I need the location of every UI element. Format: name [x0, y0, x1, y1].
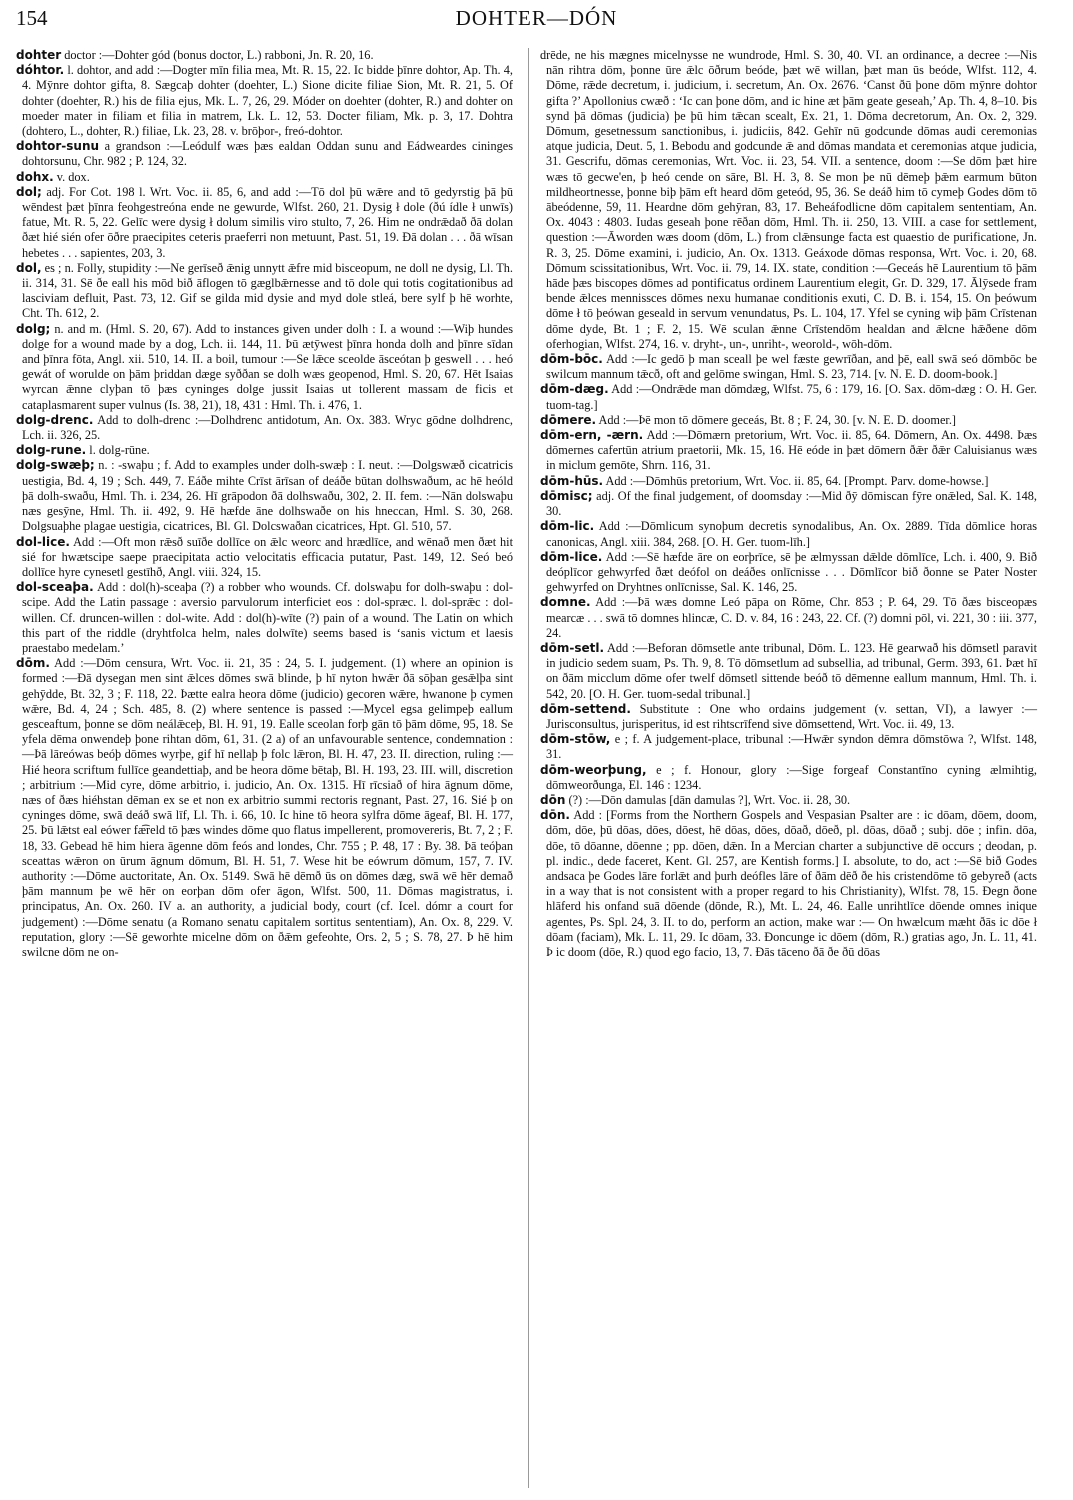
entry-headword: dohtor-sunu	[16, 139, 100, 154]
dictionary-entry	[540, 702, 1037, 732]
entry-headword: dol;	[16, 184, 42, 199]
dictionary-entry	[540, 382, 1037, 412]
entry-text: adj. Of the final judgement, of doomsday :—Mid ðȳ dōmiscan fȳre onǣled, Sal. K. 148, 30.	[546, 488, 1037, 519]
dictionary-entry	[540, 474, 1037, 489]
entry-headword: dōm-setl.	[540, 640, 605, 655]
entry-headword: dóhtor.	[16, 63, 65, 78]
entry-headword: dōm.	[16, 656, 50, 671]
dictionary-entry	[540, 808, 1037, 960]
dictionary-entry	[540, 763, 1037, 793]
entry-headword: dōm-settend.	[540, 701, 631, 716]
dictionary-entry	[16, 535, 513, 581]
dictionary-entry	[16, 63, 513, 139]
entry-text: drēde, ne his mægnes micelnysse ne wundrode, Hml. S. 30, 40. VI. an ordinance, a decree :—Nis nān rihtra dōm, þonne ūre ǣlc ōðrum beóde, þæt wē willan, þæt man ūs beóde, Wlfst. 112, 4. Dōme, rǣde decretum, i. judicium, i. secretum, An. Ox. 2676. ‘Canst ðū þone dōm mȳnre dohtor gifta ?’ Apollonius cwæð : ‘Ic can þone dōm, and ic hine æt þām geate geseah,’ Ap. Th. 4, 8–10. Þis synd þā dōmas (judicia) þe þū him tǣcan scealt, Ex. 21, 1. Dōma decretorum, An. Ox. 2, 329. Dōmum, gesetnessum sanctionibus, i. judiciis, 842. Gehīr nū godcunde dōmas audi ceremonias atque judicia, Deut. 5, 1. Bebodu and godcunde ǣ and dōmas mandata et ceremonias atque judicia, 31. Gescrifu, dōmas ceremonias, Wrt. Voc. ii. 23, 54. VII. a sentence, doom :—Se dōm þæt hire wæs tō gecwe'en, þ heó cende on sāre, Bl. H. 3, 8. Se mon þe nū dēmeþ þǣm earmum būton mildheortnesse, þonne biþ þām eft heard dōm geteód, 95, 36. Se deáð him tō cymeþ Godes dōm tō ābeódenne, 59, 11. Heardne dōm gehȳran, 83, 17. Beheáfodlicne dōm capitalem sententiam, An. Ox. 4043 : 4803. Iudas geseah þone rēðan dōm, Hml. Th. ii. 250, 13. VIII. a case for settlement, question :—Āworden wæs doom (dōm, L.) from clǣnsunge facta est quaestio de purificatione, Jn. R. 3, 25. Dōme examini, i. judicio, An. Ox. 1313. Geáxode dōmas responsa, Wrt. Voc. i. 20, 68. Dōmum scissitationibus, Wrt. Voc. ii. 79, 14. IX. state, condition :—Geceás hē Laurentium tō þām hāde þæs biscopes dōmes ad pontificatus ordinem Laurentium elegit, Gr. D. 329, 17. Ālȳsede fram bende ǣlces mennisscеs dōmes nexu humanae conditionis exuti, C. D. B. i. 154, 15. On þeówum dōme ł tō þeówan geseald in servum venundatus, Ps. L. 104, 17. Yfel se cyning wiþ þām Crīstenan dōme dyde, Bt. 1 ; F. 2, 15. Wē sculan ǣnne Crīstendōm healdan and ǣlcne hǣðene dōm oferhogian, Wlfst. 274, 16. v. dryht-, un-, unriht-, weorold-, wōh-dōm.	[540, 48, 1037, 351]
entry-text: v. dox.	[56, 169, 90, 184]
entry-headword: dol-sceaþa.	[16, 580, 94, 595]
entry-text: a grandson :—Leódulf wæs þæs ealdan Oddan sunu and Eádweardes ciningеs dohtorsunu, Chr. 982 ; P. 124, 32.	[22, 139, 514, 169]
entry-headword: dol-lice.	[16, 534, 70, 549]
entry-headword: dōm-dæg.	[540, 382, 609, 397]
entry-headword: dōm-lice.	[540, 549, 603, 564]
entry-headword: dol,	[16, 260, 42, 275]
dictionary-entry	[540, 413, 1037, 428]
entry-text: Add : [Forms from the Northern Gospels and Vespasian Psalter are : ic dōam, dōem, doom, dōm, dōe, þū dōas, dōes, dōest, hē dōas, dōes, dōað, dōeð, pl. dōas, dōað ; subj. dōe ; infin. dōa, dōe, tō dōanne, dōenne ; pp. dōen, dǣn. In a Mercian charter a subjunctive dē occurs ; deodan, p. pl. indic., dede faceret, Kent. Gl. 257, are Kentish forms.] I. absolute, to do, act :—Sē bið Godes andsaca þe Godes lāre forlǣt and þurh deófles lāre of ðām dēð ðe his cristendōme tō gebyreð (acts in a way that is not consistent with a proper regard to his Christianity), Wlfst. 78, 15. Ðegn ðone hlāferd his onfand suā dōende (dōnde, R.), Mt. L. 24, 46. Ealle unrihtlīce dōende omnes inique agentes, Ps. Spl. 24, 3. II. to do, perform an action, make war :— On hwælcum mæht ðās ic dōe ł dōam (faciam), Mk. L. 11, 29. Ic dōam, 33. Ðoncunge ic dōem (dōm, R.) gratias ago, Jn. L. 11, 41. Þ ic doom (dōe, R.) quod ego facio, 13, 7. Ðās tāceno ðā ðe ðū dōas	[546, 808, 1037, 959]
entry-text: Add :—Þē mon tō dōmere geceás, Bt. 8 ; F. 24, 30. [v. N. E. D. doomer.]	[598, 412, 957, 427]
dictionary-entry	[540, 595, 1037, 641]
entry-text: Add :—Dōmærn pretorium, Wrt. Voc. ii. 85, 64. Dōmern, An. Ox. 4498. Þæs dōmernes cafertūn atrium praetorii, Mk. 15, 16. Hē eóde in þæt dōmern ðǣr ðǣr Caluisianus wæs in miclum gemōte, Shrn. 116, 31.	[546, 428, 1037, 473]
entry-headword: dolg-drenc.	[16, 412, 94, 427]
entry-text: Add :—Oft mon rǣsð suīðe dollīce on ǣlc weorc and hrædlīce, and wēnað men ðæt hit sié for hwætscipe saepe praecipitata actio velocitatis efficacia putatur, Past. 149, 12. Seó beó dollīce hyre cynesetl gestīhð, Angl. viii. 324, 15.	[22, 534, 513, 579]
dictionary-entry	[540, 793, 1037, 808]
entry-text: Add :—Dōm censura, Wrt. Voc. ii. 21, 35 : 24, 5. I. judgement. (1) where an opinion is formed :—Ðā dysegan men sint ǣlces dōmes swā blinde, þ hī nyton hwǣr ðā sōþan gesǣlþa sint gehȳdde, Bt. 32, 3 ; F. 118, 22. Þætte ealra heora dōme (judicio) gecoren wǣre, hwanone þ cymen wǣre, Bd. 4, 24 ; Sch. 485, 8. (2) where sentence is passed :—Mycel egsa gelimpeþ eallum gesceaftum, þonne se dōm neálǣceþ, Bl. H. 91, 19. Ealle sceolan forþ gān tō þām dōme, 95, 18. Se yfela dēma onwendeþ þone rihtan dōm, 61, 31. (2 a) of an unfavourable sentence, condemnation :—Þā lāreówas beóþ dōmes wyrþe, gif hī nellaþ þ folc lǣron, Bl. H. 47, 23. II. direction, ruling :—Hié heora scriftum fullīce geandettiaþ, and be heora dōme bētaþ, Bl. H. 193, 23. III. will, discretion ; arbitrium :—Mid cyre, dōme arbitrio, i. judicio, An. Ox. 1315. Hī rīcsiað of hira āgnum dōme, næs of ðæs hiéhstan dēman ex se et non ex arbitrio summi rectoris regnant, Past. 27, 16. Sié þ on cyninges dōme, swā deáð swā līf, Ll. Th. i. 66, 10. Ic hine tō heora sylfra dōme āgeaf, Bl. H. 177, 25. Þū lǣtst eal eówer fæ͡reld tō þæs windes dōme quo flatus impellerent, promovereris, Bt. 7, 2 ; F. 18, 33. Gebead hē him hiera āgenne dōm feós and londes, Chr. 755 ; P. 48, 17 : By. 38. Þā teóþan sceattas wǣron on ūrum āgnum dōmum, Bl. H. 51, 7. Wese hit be eówrum dōmum, 157, 7. IV. authority :—Dōme auctoritate, An. Ox. 5149. Swā hē dēmð ūs on dōmes dæg, swā wē hēr demað þām mannum þe wē hēr on eorþan dōm ofer āgon, Wlfst. 500, 11. Dōmas magistratus, i. principatus, An. Ox. 260. IV a. an authority, a judicial body, court (cf. Icel. dómr a court for judgement) :—Dōme senatu (a Romano senatu capitalem sortitus sententiam), An. Ox. 8, 229. V. reputation, glory :—Sē geworhte micelne dōm on ðǣm gefeohte, Ors. 2, 5 ; S. 78, 27. Þ hē him swilcne dōm ne on-	[22, 656, 513, 959]
dictionary-entry	[16, 139, 513, 169]
dictionary-entry	[16, 185, 513, 261]
entry-headword: dōm-weorþung,	[540, 762, 647, 777]
column-divider	[528, 48, 529, 1488]
dictionary-entry	[16, 458, 513, 534]
dictionary-entry	[540, 352, 1037, 382]
dictionary-entry	[540, 428, 1037, 474]
entry-headword: dolg;	[16, 321, 51, 336]
entry-headword: dolg-swæþ;	[16, 458, 95, 473]
entry-text: Add :—Dōmlicum synoþum decretis synodalibus, An. Ox. 2889. Tīda dōmlice horas canonicas, Angl. xiii. 384, 268. [O. H. Ger. tuom-līh.]	[546, 519, 1037, 549]
entry-text: (?) :—Dōn damulas [dān damulas ?], Wrt. Voc. ii. 28, 30.	[568, 792, 851, 807]
dictionary-entry	[540, 732, 1037, 762]
dictionary-entry	[540, 48, 1037, 352]
entry-headword: dōm-lic.	[540, 519, 595, 534]
running-head: DOHTER—DÓN	[455, 6, 618, 30]
entry-headword: domne.	[540, 595, 591, 610]
dictionary-entry	[540, 641, 1037, 702]
entry-text: Add : dol(h)-sceaþa (?) a robber who wounds. Cf. dolswaþu for dolh-swaþu : dol-scipe. Add the Latin passage : aversio parvulorum interficiet eos : dol-spræc. l. dol-sprǣc : dol-willen. Cf. druncen-willen : dol-wite. Add : dol(h)-wīte (?) pain of a wound. The Latin on which this part of the riddle (dryhtfolca helm, nales dolwīte) seems based is ‘sanis victum et laesis praestabo medelam.’	[22, 580, 513, 655]
entry-headword: dōn	[540, 792, 566, 807]
dictionary-entry	[540, 519, 1037, 549]
entry-text: l. dohtor, and add :—Dogter mīn filia mea, Mt. R. 15, 22. Ic bidde þīnre dohtor, Ap. Th. 4, 4. Mȳnre dohtor gifta, 8. Sægcaþ dohter (doehter, L.) Sione dicite filiae Sion, Mt. R. 21, 5. Of dohter (doehter, R.) his de filia ejus, Mk. L. 7, 26, 29. Móder on doehter (dohter, R.) and dohter on moeder mater in filiam et filia in matrem, Lk. L. 12, 53. Docter filiam, Mk. p. 3, 17. Dohtra (dohtero, L., dohter, R.) filiae, Lk. 23, 28. v. brōþor-, freó-dohtor.	[22, 63, 513, 139]
entry-text: Add :—Þā wæs domne Leó pāpa on Rōme, Chr. 853 ; P. 64, 29. Tō ðæs bisceopæs mearcæ . . . swā tō domnes hlincæ, C. D. v. 84, 16 : 243, 22. Cf. (?) domni pōl, vi. 221, 30 : iii. 377, 24.	[546, 595, 1037, 640]
entry-text: Add :—Ondrǣde man dōmdæg, Wlfst. 75, 6 : 179, 16. [O. Sax. dōm-dæg : O. H. Ger. tuom-tag.]	[546, 382, 1037, 412]
entry-headword: dolg-rune.	[16, 443, 87, 458]
dictionary-entry	[16, 322, 513, 413]
dictionary-entry	[16, 261, 513, 322]
entry-headword: dōm-stōw,	[540, 732, 611, 747]
entry-headword: dohter	[16, 48, 62, 62]
dictionary-entry	[16, 170, 513, 185]
entry-text: Add :—Dōmhūs pretorium, Wrt. Voc. ii. 85, 64. [Prompt. Parv. dome-howse.]	[605, 473, 989, 488]
entry-text: n. : -swaþu ; f. Add to examples under dolh-swæþ : I. neut. :—Dolgswæð cicatricis uestigia, Bd. 4, 19 ; Sch. 449, 7. Eáðe mihte Crīst ārīsan of deáðe būtan dolhswaðum, ac hē heóld þā dolh-swaðu, Hml. Th. i. 234, 26. Hī grāpodon ðā dolhswaðu, 302, 2. II. fem. :—Nān dolswaþu næs gesȳne, Hml. Th. ii. 492, 9. Hē hæfde āne dolhswaðe on his hneccan, Hml. S. 30, 268. Dolgsuaþhe plagae uestigia, cicatrices, Bl. Gl. Dolcswaðan cicatrices, Hpt. Gl. 510, 57.	[22, 458, 513, 534]
entry-text: es ; n. Folly, stupidity :—Ne gerīseð ǣnig unnytt ǣfre mid bisceopum, ne doll ne dysig, Ll. Th. ii. 314, 31. Sē ðe eall his mōd bið āflogen tō gæglbǣrnesse and tō dole qui totis cogitationibus ad lasciviam defluit, Past. 73, 12. Gif se gilda mid dysie and myd dole stleá, bere sylf þ hē worhte, Cht. Th. 612, 2.	[22, 260, 513, 321]
entry-text: Add :—Beforan dōmsetle ante tribunal, Dōm. L. 123. Hē gearwað his dōmsetl paravit in judicio sedem suam, Ps. Th. 9, 8. Tō dōmsetlum ad subsellia, ad tribunal, Germ. 393, 61. Þæt hī on ðām micclum dōme ofer twelf dōmsetl sittende beóð tō dēmenne eallum mannum, Hml. Th. i. 542, 20. [O. H. Ger. tuom-sedal tribunal.]	[546, 640, 1037, 701]
entry-headword: dōmere.	[540, 412, 597, 427]
entry-text: Add to dolh-drenc :—Dolhdrenc antidotum, An. Ox. 383. Wryc gōdne dolhdrenc, Lch. ii. 326, 25.	[22, 412, 513, 443]
dictionary-entry	[16, 413, 513, 443]
entry-text: doctor :—Dohter gód (bonus doctor, L.) rabboni, Jn. R. 20, 16.	[64, 48, 374, 62]
dictionary-entry	[16, 443, 513, 458]
dictionary-entry	[540, 550, 1037, 596]
entry-text: adj. For Cot. 198 l. Wrt. Voc. ii. 85, 6, and add :—Tō dol þū wǣre and tō gedyrstig þā þū wēndest þæt þīnra feohgestreóna ende ne gewurde, Wlfst. 260, 21. Dysig ł dole (ðú ídle ł unwīs) fatue, Mt. R. 5, 22. Gelīc were dysig ł dolum similis viro stulto, 7, 26. Him ne ondrǣdað ðā dolan ðæt hié sién ofer ōðre praecipites ceteris praeferri non metuunt, Past. 51, 19. Ðā dolan . . . ðā wīsan hebetes . . . sapientes, 203, 3.	[22, 184, 513, 260]
entry-headword: dohx.	[16, 169, 54, 184]
entry-headword: dōmisc;	[540, 488, 593, 503]
entry-headword: dōm-ern, -ærn.	[540, 428, 644, 443]
entry-text: Add :—Ic gedō þ man sceall þe wel fæste gewrīðan, and þē, eall swā seó dōmbōc be swilcum mannum tǣcð, oft and gelōme swingan, Hml. S. 23, 714. [v. N. E. D. doom-book.]	[546, 352, 1037, 382]
entry-text: n. and m. (Hml. S. 20, 67). Add to instances given under dolh : I. a wound :—Wiþ hundes dolge for a wound made by a dog, Lch. ii. 144, 11. Þū ætȳwest þīnra honda dolh and þīnre sīdan and þīnra fōta, Angl. xii. 510, 14. II. a boil, tumour :—Se lǣce sceolde āsceótan þ geswell . . . heó gewát of worulde on þām þriddan dæge syððan se dolh wæs geopenod, Hml. S. 20, 67. Hēt Isaias wyrcan ǣnne clyþan tō þæs cyninges dolge jussit Isaias ut tollerent massam de ficis et cataplasmarent super vulnus (Is. 38, 21), 18, 431 : Hml. Th. i. 476, 1.	[22, 321, 513, 412]
entry-headword: dōm-bōc.	[540, 352, 603, 367]
right-column	[540, 48, 1037, 960]
entry-headword: dōm-hūs.	[540, 473, 604, 488]
dictionary-entry	[16, 48, 513, 63]
entry-headword: dōn.	[540, 808, 570, 823]
left-column	[16, 48, 513, 960]
entry-text: l. dolg-rūne.	[89, 443, 150, 458]
dictionary-entry	[16, 656, 513, 960]
dictionary-entry	[540, 489, 1037, 519]
page-header	[0, 0, 1073, 48]
dictionary-entry	[16, 580, 513, 656]
page-number: 154	[16, 6, 48, 30]
entry-text: Add :—Sē hæfde āre on eorþrīce, sē þe ælmyssan dǣlde dōmlīce, Lch. i. 400, 9. Bið deóplīcor gehwyrfed ðæt deófol on deáðes onlīcnisse . . . Dōmlīcor bið ðonne se Pater Noster gehwyrfed on Dryhtnes onlīcnisse, Sal. K. 146, 25.	[546, 549, 1037, 595]
entry-text: e ; f. A judgement-place, tribunal :—Hwǣr syndon dēmra dōmstōwa ?, Wlfst. 148, 31.	[546, 732, 1037, 762]
entry-text: Substitute : One who ordains judgement (v. settan, VI), a lawyer :—Jurisconsultus, jurisperitus, id est rihtscrīfend sive dōmsettend, Wrt. Voc. ii. 49, 13.	[546, 701, 1037, 731]
entry-text: e ; f. Honour, glory :—Sige forgeaf Constantīno cyning ælmihtig, dōmweorðunga, El. 146 : 1234.	[546, 762, 1037, 792]
